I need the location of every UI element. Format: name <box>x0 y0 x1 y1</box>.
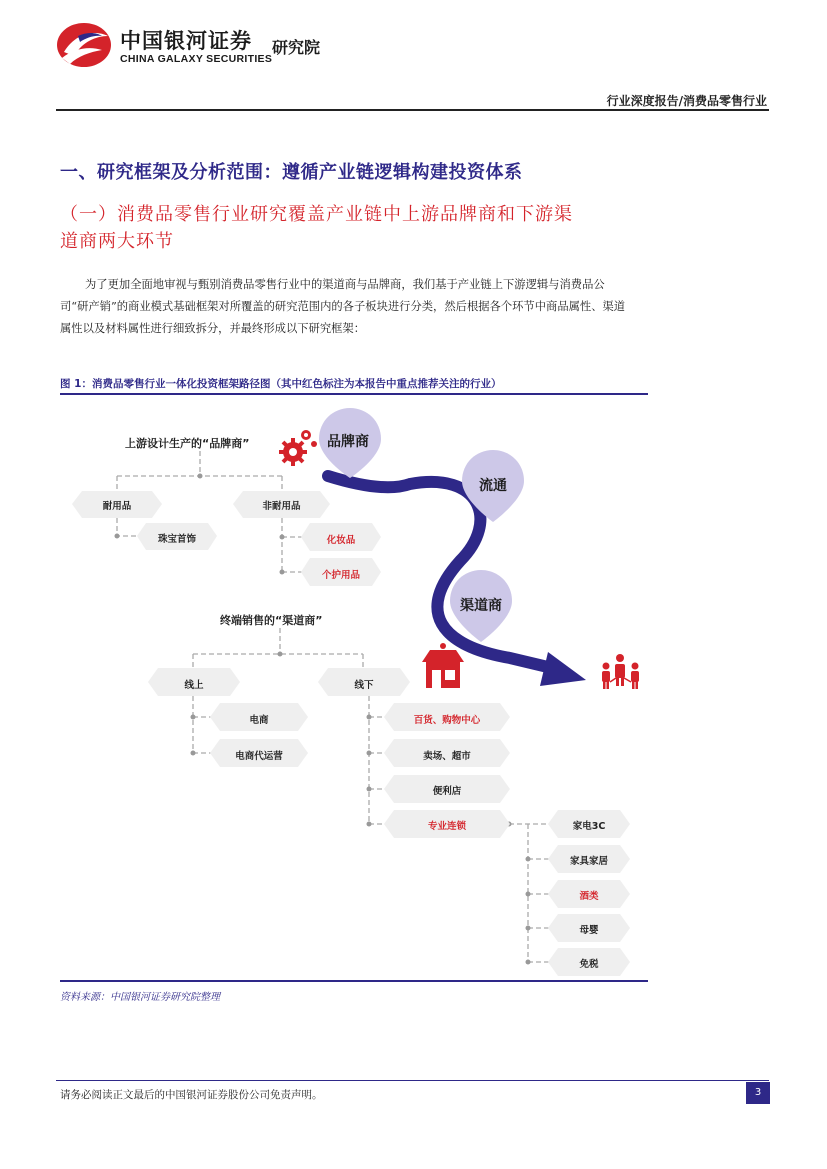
node-ecommerce-operator: 电商代运营 <box>235 751 283 762</box>
pin-circulation-label: 流通 <box>479 478 507 494</box>
node-convenience-store: 便利店 <box>432 786 462 797</box>
node-nondurable: 非耐用品 <box>262 501 301 512</box>
logo-institute: 研究院 <box>272 38 321 57</box>
downstream-title: 终端销售的“渠道商” <box>220 614 323 627</box>
page-number: 3 <box>746 1082 770 1104</box>
node-liquor: 酒类 <box>579 891 599 902</box>
report-type: 行业深度报告/消费品零售行业 <box>606 94 767 108</box>
upstream-title: 上游设计生产的“品牌商” <box>125 437 250 450</box>
intro-paragraph: 为了更加全面地审视与甄别消费品零售行业中的渠道商与品牌商，我们基于产业链上下游逻辑与消费品公司“研产销”的商业模式基础框架对所覆盖的研究范围内的各子板块进行分类，然后根据各个环节中商品属性、渠道属性以及材料属性进行细致拆分，并最终形成以下研究框架： <box>60 278 626 335</box>
node-maternal-baby: 母婴 <box>579 925 599 936</box>
node-department-store: 百货、购物中心 <box>413 715 481 726</box>
subsection-heading-line1: （一）消费品零售行业研究覆盖产业链中上游品牌商和下游渠 <box>60 204 573 225</box>
node-offline: 线下 <box>354 680 374 691</box>
node-supermarket: 卖场、超市 <box>423 751 471 762</box>
node-duty-free: 免税 <box>579 959 599 970</box>
logo-cn-text: 中国银河证券 <box>120 29 252 53</box>
figure-bottom-rule <box>60 980 648 982</box>
figure-source: 资料来源：中国银河证券研究院整理 <box>60 992 220 1003</box>
node-appliance-3c: 家电3C <box>572 821 606 832</box>
node-durable: 耐用品 <box>102 501 132 512</box>
node-personal-care: 个护用品 <box>321 570 360 581</box>
node-online: 线上 <box>184 680 204 691</box>
consumers-icon <box>602 654 639 689</box>
header-rule <box>56 109 769 111</box>
node-cosmetics: 化妆品 <box>326 535 356 546</box>
node-furniture: 家具家居 <box>569 856 608 867</box>
node-ecommerce: 电商 <box>249 715 269 726</box>
pin-brand-label: 品牌商 <box>327 434 369 450</box>
node-jewelry: 珠宝首饰 <box>157 534 196 545</box>
subsection-heading-line2: 道商两大环节 <box>60 231 174 252</box>
figure-title: 图 1：消费品零售行业一体化投资框架路径图（其中红色标注为本报告中重点推荐关注的行业） <box>60 378 502 390</box>
store-icon <box>422 643 464 688</box>
footer-disclaimer: 请务必阅读正文最后的中国银河证券股份公司免责声明。 <box>60 1089 323 1101</box>
pin-channel-label: 渠道商 <box>460 598 502 614</box>
logo-en-text: CHINA GALAXY SECURITIES <box>120 53 273 65</box>
figure-top-rule <box>60 393 648 395</box>
section-heading: 一、研究框架及分析范围：遵循产业链逻辑构建投资体系 <box>60 162 523 183</box>
footer-rule <box>56 1080 769 1081</box>
node-specialty-chain: 专业连锁 <box>427 821 466 832</box>
gear-icon <box>279 430 317 466</box>
galaxy-logo-icon <box>56 22 112 68</box>
